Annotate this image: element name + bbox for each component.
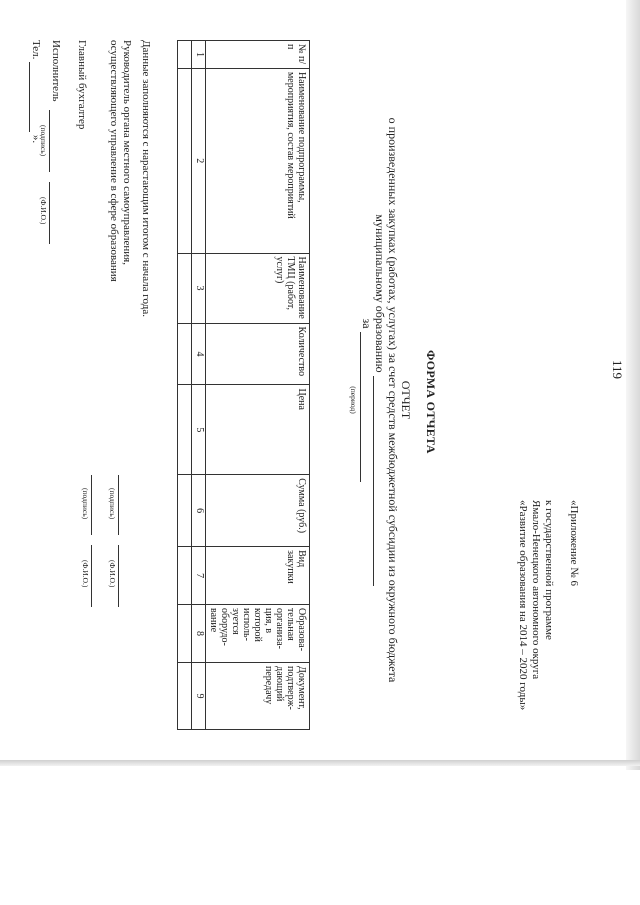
accountant-name-line bbox=[91, 545, 92, 607]
table-header-cell: Образова-тельная организа-ция, в которой исполь-зуется оборудо-вание bbox=[206, 605, 310, 663]
signature-hint: (подпись) bbox=[39, 125, 48, 157]
table-header-cell: Наименование подпрограммы, мероприятия, состав мероприятий bbox=[206, 68, 310, 253]
head-name-line bbox=[118, 545, 119, 607]
municipality-label: муниципальному образованию bbox=[373, 214, 387, 373]
rotated-document-sheet bbox=[30, 20, 630, 755]
footnote: Данные заполняются с нарастающим итогом с начала года. bbox=[140, 40, 152, 317]
table-row bbox=[178, 41, 192, 730]
executor-name-line bbox=[49, 182, 50, 244]
report-period bbox=[360, 100, 373, 700]
table-header-row bbox=[206, 41, 310, 730]
appendix-line: к государственной программе bbox=[543, 500, 555, 640]
period-hint: (период) bbox=[349, 386, 358, 414]
executor-signature-line bbox=[49, 110, 50, 172]
column-number: 2 bbox=[192, 68, 206, 253]
head-signature-line bbox=[118, 475, 119, 535]
column-number: 9 bbox=[192, 663, 206, 730]
report-municipality bbox=[373, 100, 386, 700]
report-table bbox=[177, 40, 310, 730]
accountant-label: Главный бухгалтер bbox=[76, 40, 88, 130]
table-header-cell: Цена bbox=[206, 385, 310, 475]
municipality-blank bbox=[373, 376, 384, 586]
table-cell bbox=[178, 323, 192, 385]
scan-bottom-edge bbox=[0, 760, 640, 766]
table-header-cell: Сумма (руб.) bbox=[206, 475, 310, 547]
table-cell bbox=[178, 547, 192, 605]
executor-label: Исполнитель bbox=[50, 40, 62, 102]
phone-end: ». bbox=[30, 134, 42, 144]
column-number: 5 bbox=[192, 385, 206, 475]
table-header-cell: Документ, подтверж-дающий передачу bbox=[206, 663, 310, 730]
period-blank bbox=[360, 332, 371, 482]
column-number: 4 bbox=[192, 323, 206, 385]
period-prefix: за bbox=[360, 318, 374, 329]
name-hint: (Ф.И.О.) bbox=[39, 197, 48, 225]
table-header-cell: Вид закупки bbox=[206, 547, 310, 605]
report-subtitle: о произведенных закупках (работах, услугах) за счет средств межбюджетной субсидии из окружного бюджета bbox=[386, 117, 400, 683]
column-number: 7 bbox=[192, 547, 206, 605]
name-hint: (Ф.И.О.) bbox=[108, 560, 117, 588]
column-number-row bbox=[192, 41, 206, 730]
appendix-line: «Приложение № 6 bbox=[568, 500, 580, 587]
column-number: 1 bbox=[192, 41, 206, 69]
accountant-signature-line bbox=[91, 475, 92, 535]
column-number: 8 bbox=[192, 605, 206, 663]
appendix-block bbox=[516, 500, 580, 710]
appendix-line: «Развитие образования на 2014 – 2020 годы» bbox=[517, 500, 529, 711]
name-hint: (Ф.И.О.) bbox=[81, 560, 90, 588]
table-cell bbox=[178, 385, 192, 475]
table-cell bbox=[178, 68, 192, 253]
table-cell bbox=[178, 475, 192, 547]
phone-row bbox=[29, 40, 42, 143]
table-header-cell: Наименование ТМЦ (работ, услуг) bbox=[206, 253, 310, 323]
signature-hint: (подпись) bbox=[108, 488, 117, 520]
head-signature-label bbox=[107, 40, 133, 282]
table-header-cell: № п/п bbox=[206, 41, 310, 69]
report-heading: ОТЧЕТ bbox=[399, 380, 413, 420]
phone-blank bbox=[29, 62, 40, 132]
head-label-line: Руководитель органа местного самоуправления, bbox=[121, 40, 133, 265]
table-cell bbox=[178, 605, 192, 663]
column-number: 6 bbox=[192, 475, 206, 547]
report-title-block bbox=[347, 100, 412, 700]
phone-label: Тел. bbox=[30, 40, 42, 60]
form-title: ФОРМА ОТЧЕТА bbox=[424, 350, 438, 454]
page-number: 119 bbox=[610, 360, 625, 380]
table-header-cell: Количество bbox=[206, 323, 310, 385]
table-cell bbox=[178, 41, 192, 69]
table-cell bbox=[178, 663, 192, 730]
head-label-line: осуществляющего управление в сфере образования bbox=[108, 40, 120, 282]
column-number: 3 bbox=[192, 253, 206, 323]
appendix-line: Ямало-Ненецкого автономного округа bbox=[530, 500, 542, 680]
table-cell bbox=[178, 253, 192, 323]
signature-hint: (подпись) bbox=[81, 488, 90, 520]
